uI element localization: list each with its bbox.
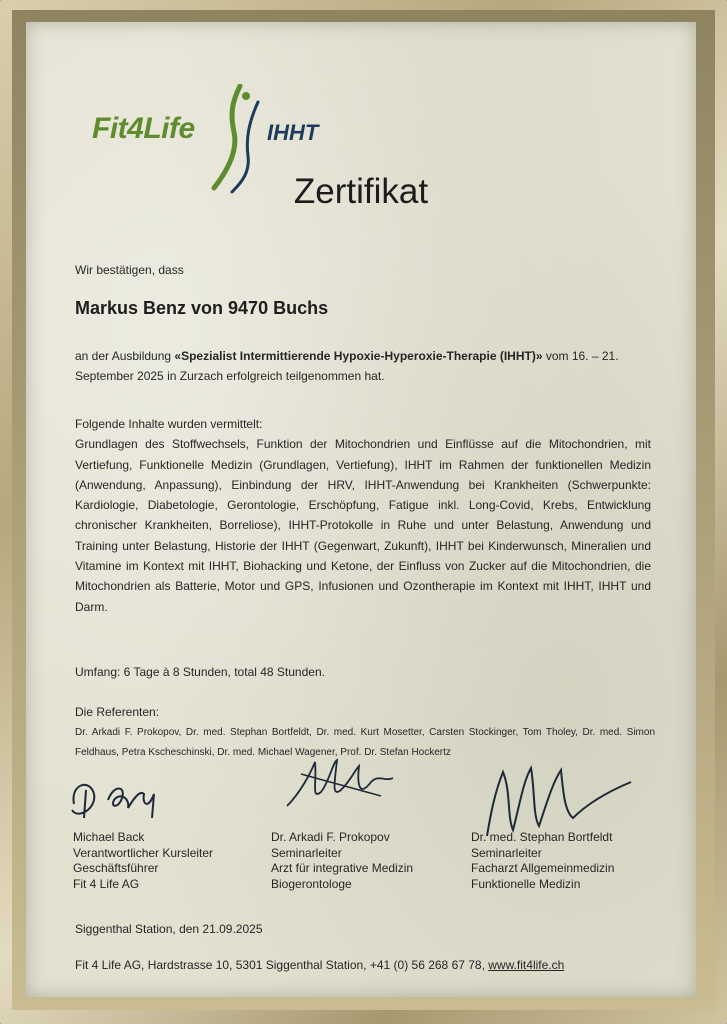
logo-brand-text: Fit4Life	[92, 112, 195, 145]
signatory-name: Dr. Arkadi F. Prokopov	[271, 830, 390, 844]
referents-list: Dr. Arkadi F. Prokopov, Dr. med. Stephan Bortfeldt, Dr. med. Kurt Mosetter, Carsten Stockinger, Tom Tholey, Dr. med. Simon Feldhaus, Petra Kscheschinski, Dr. med. Michael Wagener, Prof. Dr. Stefan Hockertz	[75, 727, 655, 758]
signatory-name: Michael Back	[73, 830, 145, 844]
signatory-role: Seminarleiter	[271, 845, 342, 860]
signatory-role: Facharzt Allgemeinmedizin	[471, 861, 615, 875]
recipient-name: Markus Benz von 9470 Buchs	[75, 298, 329, 318]
place-and-date: Siggenthal Station, den 21.09.2025	[75, 922, 263, 936]
signatory-role: Arzt für integrative Medizin	[271, 861, 414, 875]
contents-text: Grundlagen des Stoffwechsels, Funktion der Mitochondrien und Einflüsse auf die Mitochondrien, mit Vertiefung, Funktionelle Medizin (Grundlagen, Vertiefung), IHHT im Rahmen der funktionellen Medizin (Anwendung, Anpassung), Einbindung der HRV, IHHT-Anwendung bei Krankheiten (Schwerpunkte: Kardiologie, Diabetologie, Gerontologie, Erschöpfung, Fatigue inkl. Long-Covid, Krebs, Entwicklung chronischer Krankheiten, Borreliose), IHHT-Protokolle in Ruhe und unter Belastung, Anwendung und Training unter Belastung, Historie der IHHT (Gegenwart, Zukunft), IHHT bei Kinderwunsch, Mineralien und Vitamine im Kontext mit IHHT, Biohacking und Ketone, der Einfluss von Zucker auf die Mitochondrien, die Mitochondrien als Batterie, Motor und GPS, Infusionen und Ozontherapie im Kontext mit IHHT, IHHT und Darm.	[75, 437, 651, 614]
signatory-role: Geschäftsführer	[73, 861, 159, 875]
course-contents	[75, 414, 651, 617]
course-suffix: vom 16. – 21. September 2025 in Zurzach erfolgreich teilgenommen hat.	[75, 349, 619, 384]
signatory-role: Fit 4 Life AG	[73, 876, 140, 891]
certificate-title: Zertifikat	[293, 172, 429, 211]
signature-michael-back	[64, 764, 174, 824]
contents-heading: Folgende Inhalte wurden vermittelt:	[75, 417, 263, 431]
logo-product-text: IHHT	[267, 120, 319, 145]
course-name: «Spezialist Intermittierende Hypoxie-Hyperoxie-Therapie (IHHT)»	[174, 349, 543, 363]
course-statement	[75, 346, 630, 387]
course-scope: Umfang: 6 Tage à 8 Stunden, total 48 Stunden.	[75, 665, 325, 679]
signatory-role: Seminarleiter	[471, 845, 542, 860]
footer-address	[75, 955, 564, 975]
course-prefix: an der Ausbildung	[75, 349, 175, 363]
signature-stephan-bortfeldt	[481, 752, 641, 842]
certificate-paper	[26, 22, 696, 997]
signatory-role: Verantwortlicher Kursleiter	[73, 845, 214, 860]
signatory-stephan-bortfeldt	[471, 830, 614, 892]
signatory-role: Funktionelle Medizin	[471, 876, 581, 891]
intro-text: Wir bestätigen, dass	[75, 263, 184, 277]
signatory-arkadi-prokopov	[271, 830, 413, 892]
signatory-name: Dr. med. Stephan Bortfeldt	[471, 830, 613, 844]
signatory-michael-back	[73, 830, 213, 892]
footer-address-text: Fit 4 Life AG, Hardstrasse 10, 5301 Siggenthal Station, +41 (0) 56 268 67 78,	[75, 958, 489, 972]
referents-heading: Die Referenten:	[75, 705, 160, 719]
website-link[interactable]: www.fit4life.ch	[488, 958, 565, 972]
signature-arkadi-prokopov	[281, 752, 401, 816]
signatory-role: Biogerontologe	[271, 876, 352, 891]
